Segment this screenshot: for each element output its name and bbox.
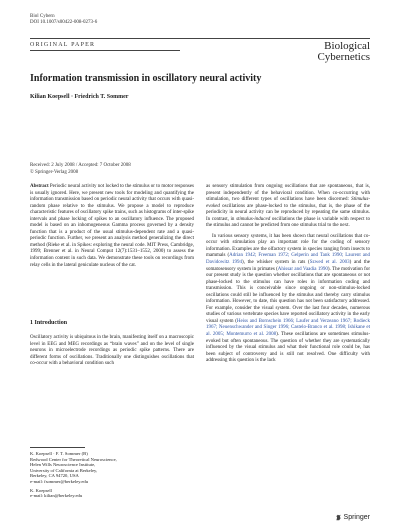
author-list: Kilian Koepsell · Friedrich T. Sommer [30, 94, 129, 100]
introduction-paragraph [30, 335, 194, 368]
affiliation-line: K. Koepsell [30, 487, 52, 493]
affiliation-line: Helen Wills Neuroscience Institute, [30, 462, 96, 468]
email-link[interactable]: e-mail: fsommer@berkeley.edu [30, 478, 89, 484]
article-title: Information transmission in oscillatory neural activity [30, 73, 262, 84]
journal-logo-line1: Biological [324, 40, 370, 52]
affiliation-line: Redwood Center for Theoretical Neuroscience, [30, 456, 117, 462]
affiliation-block [30, 451, 194, 499]
abstract [30, 184, 194, 269]
footnote-rule [30, 447, 85, 448]
email-link[interactable]: e-mail: kilian@berkeley.edu [30, 493, 83, 499]
header-rule-bottom [30, 50, 180, 51]
doi-line[interactable]: DOI 10.1007/s00422-008-0273-6 [30, 20, 98, 25]
abstract-label: Abstract [30, 184, 49, 189]
intro-para-1: Oscillatory activity is ubiquitous in the brain, manifesting itself on a macroscopic level in EEG and MEG recordings as “brain waves” and on the level of single neurons in microelectrode recordings as periodic spike patterns. There are different forms of oscillations. Traditionally one distinguishes oscillations that co-occur with a behavioral condition such [30, 335, 194, 367]
citation-link[interactable]: Szwed et al. 2003 [309, 260, 350, 266]
left-column [30, 184, 194, 269]
journal-logo [317, 41, 370, 63]
springer-horse-icon [335, 514, 342, 521]
citation-link[interactable]: Ahissar and Vaadia 1990 [277, 266, 328, 272]
article-type-label: ORIGINAL PAPER [30, 42, 96, 48]
abstract-body: Periodic neural activity not locked to the stimulus or to motor responses is usually ignored. Here, we present new tools for modeling and quantifying the information transmission based on periodic neural activity that occurs with quasi-random phase relative to the stimulus. We propose a model to reproduce characteristic features of oscillatory spike trains, such as histograms of inter-spike intervals and phase locking of spikes to an oscillatory influence. The proposed model is based on an inhomogeneous Gamma process governed by a density function that is a product of the usual stimulus-dependent rate and a quasi-periodic function. Further, we present an analysis method generalizing the direct method (Rieke et al. in Spikes: exploring the neural code. MIT Press, Cambridge, 1999; Brenner et al. in Neural Comput 12(7):1531–1552, 2000) to assess the information content in such data. We demonstrate these tools on recordings from relay cells in the lateral geniculate nucleus of the cat. [30, 184, 194, 268]
affiliation-line: Berkeley, CA 94720, USA [30, 473, 79, 479]
right-para-1: as sensory stimulation from ongoing oscillations that are spontaneous, that is, present independently of the behavioral condition. When co-occurring with stimulation, two different types of oscillations have been discerned: Stimulus-evoked oscillations are phase-locked to the stimulus, that is, the phase of the periodicity in neural activity can be reproduced by repeating the same stimulus. In contrast, in stimulus-induced oscillations the phase is variable with respect to the stimulus and cannot be predicted from one stimulus trial to the next. [206, 184, 370, 229]
journal-short-name: Biol Cybern [30, 14, 55, 19]
copyright-line: © Springer-Verlag 2008 [30, 170, 79, 175]
header-rule-top [30, 38, 370, 39]
affiliation-line: K. Koepsell · F. T. Sommer (B) [30, 451, 88, 456]
publisher-name: Springer [343, 514, 370, 521]
received-accepted: Received: 2 July 2008 / Accepted: 7 October 2008 [30, 163, 131, 168]
affiliation-line: University of California at Berkeley, [30, 467, 98, 473]
citation-link[interactable]: Adrian 1942; Freeman 1972; Gelperin and Tank 1990; Laurent and Davidowitz 1994 [206, 253, 370, 266]
section-heading-introduction: 1 Introduction [30, 320, 68, 326]
publisher-logo [335, 514, 370, 521]
citation-link[interactable]: Heiss and Bornschein 1966; Laufer and Verzeano 1967; Rodieck 1967; Neuenschwander and Singer 1996; Castelo-Branco et al. 1998; Ishikane et al. 2005; Montemurro et al. 2008 [206, 318, 370, 338]
journal-logo-line2: Cybernetics [317, 51, 370, 63]
right-para-2: In various sensory systems, it has been shown that neural oscillations that co-occur with stimulation play an important role for the coding of sensory information. Examples are the olfactory system in species ranging from insects to mammals (Adrian 1942; Freeman 1972; Gelperin and Tank 1990; Laurent and Davidowitz 1994), the whisker system in rats (Szwed et al. 2003) and the somatosensory system in primates (Ahissar and Vaadia 1990). The motivation for our present study is the question whether oscillations that are spontaneous or not phase-locked to the stimulus can have roles in information coding and transmission. This is conceivable since ongoing or non-stimulus-locked oscillations could still be influenced by the stimulus and thereby carry stimulus information. However, to date, this question has not been satisfactory addressed. For example, consider the visual system. Over the last four decades, numerous studies of various vertebrate species have reported oscillatory activity in the early visual system (Heiss and Bornschein 1966; Laufer and Verzeano 1967; Rodieck 1967; Neuenschwander and Singer 1996; Castelo-Branco et al. 1998; Ishikane et al. 2005; Montemurro et al. 2008). These oscillations are sometimes stimulus-evoked but often spontaneous. The question of whether they are systematically influenced by the visual stimulus and what their functional role could be, has been subject of controversy and is still not resolved. One difficulty with addressing this question is the lack [206, 233, 371, 364]
right-column [206, 184, 370, 365]
